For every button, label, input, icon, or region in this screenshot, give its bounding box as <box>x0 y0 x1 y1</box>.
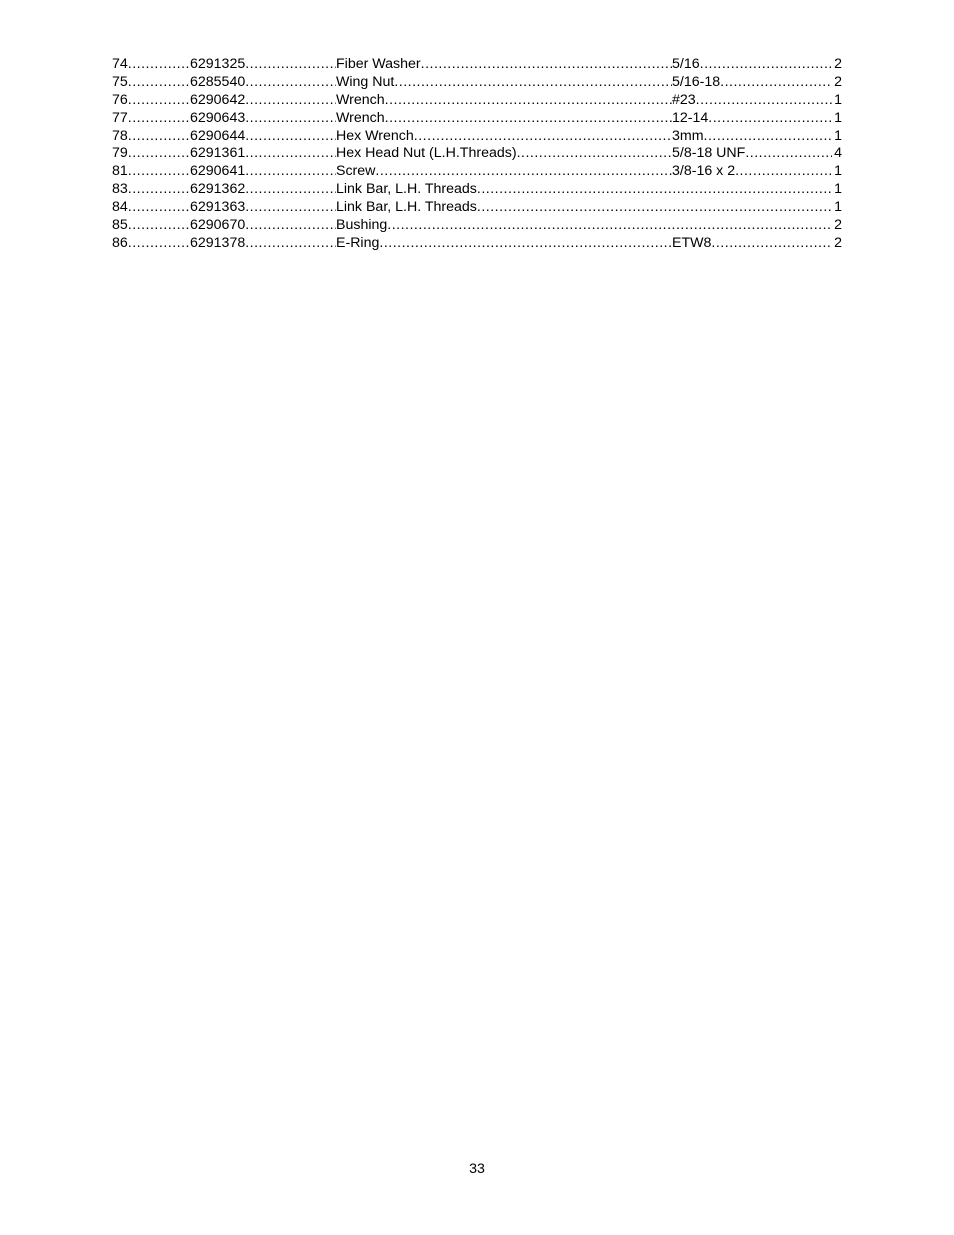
part-number: 6290642 <box>190 91 246 108</box>
dot-leader <box>720 74 832 92</box>
dot-leader <box>245 128 336 146</box>
part-size: 5/16 <box>672 56 700 72</box>
part-number-cell <box>190 128 336 146</box>
dot-leader <box>128 181 190 199</box>
part-size: #23 <box>672 91 696 108</box>
item-index-cell <box>112 128 190 146</box>
dot-leader <box>128 128 190 146</box>
item-index: 74 <box>112 56 128 72</box>
part-number: 6291361 <box>190 145 246 162</box>
item-index-cell <box>112 74 190 92</box>
part-quantity: 1 <box>834 181 842 198</box>
dot-leader <box>245 56 336 74</box>
part-number-cell <box>190 199 336 217</box>
item-index: 83 <box>112 181 128 198</box>
part-number: 6291362 <box>190 181 246 198</box>
description-cell <box>336 110 672 128</box>
dot-leader <box>128 110 190 128</box>
item-index: 77 <box>112 109 128 126</box>
parts-list-row <box>112 217 842 235</box>
dot-leader <box>128 145 190 163</box>
part-number: 6290644 <box>190 127 246 144</box>
part-number: 6291363 <box>190 199 246 216</box>
part-description: Wing Nut <box>336 73 395 90</box>
dot-leader <box>245 74 336 92</box>
part-quantity: 2 <box>834 234 842 251</box>
dot-leader <box>477 181 832 199</box>
dot-leader <box>477 199 832 217</box>
part-number: 6290670 <box>190 217 246 234</box>
dot-leader <box>128 217 190 235</box>
size-cell <box>672 74 832 92</box>
description-cell <box>336 92 672 110</box>
part-quantity: 1 <box>834 91 842 108</box>
dot-leader <box>735 163 832 181</box>
dot-leader <box>245 145 336 163</box>
size-cell <box>672 145 832 163</box>
item-index: 84 <box>112 199 128 216</box>
part-number-cell <box>190 217 336 235</box>
item-index-cell <box>112 181 190 199</box>
dot-leader <box>128 56 190 74</box>
dot-leader <box>245 181 336 199</box>
size-cell <box>672 128 832 146</box>
item-index-cell <box>112 145 190 163</box>
part-number-cell <box>190 235 336 253</box>
part-size: ETW8 <box>672 234 712 251</box>
description-cell <box>336 163 672 181</box>
dot-leader <box>375 163 672 181</box>
size-cell <box>672 163 832 181</box>
part-size: 5/8-18 UNF <box>672 145 746 162</box>
dot-leader <box>387 217 832 235</box>
part-description: Wrench <box>336 91 385 108</box>
parts-list-row <box>112 145 842 163</box>
parts-list-row <box>112 110 842 128</box>
part-description: Hex Head Nut (L.H.Threads) <box>336 145 517 162</box>
dot-leader <box>414 128 672 146</box>
item-index: 81 <box>112 163 128 180</box>
part-quantity: 2 <box>834 217 842 234</box>
part-number-cell <box>190 74 336 92</box>
part-number: 6291325 <box>190 56 246 72</box>
part-quantity: 2 <box>834 73 842 90</box>
parts-list-row <box>112 163 842 181</box>
part-description: Bushing <box>336 217 388 234</box>
part-quantity: 1 <box>834 199 842 216</box>
dot-leader <box>708 110 832 128</box>
part-description: Wrench <box>336 109 385 126</box>
dot-leader <box>385 110 672 128</box>
dot-leader <box>128 199 190 217</box>
size-cell <box>672 92 832 110</box>
size-cell <box>672 110 832 128</box>
dot-leader <box>394 74 672 92</box>
part-number: 6285540 <box>190 73 246 90</box>
description-cell <box>336 145 672 163</box>
part-quantity: 1 <box>834 109 842 126</box>
part-number-cell <box>190 110 336 128</box>
part-number-cell <box>190 145 336 163</box>
parts-list-row <box>112 199 842 217</box>
dot-leader <box>696 92 832 110</box>
item-index-cell <box>112 199 190 217</box>
item-index-cell <box>112 163 190 181</box>
item-index: 86 <box>112 234 128 251</box>
part-quantity: 1 <box>834 127 842 144</box>
page-number: 33 <box>469 1161 485 1177</box>
size-cell <box>672 56 832 74</box>
item-index-cell <box>112 56 190 74</box>
description-cell <box>336 56 672 74</box>
part-description: Hex Wrench <box>336 127 414 144</box>
dot-leader <box>128 74 190 92</box>
dot-leader <box>245 92 336 110</box>
dot-leader <box>700 56 832 74</box>
item-index: 79 <box>112 145 128 162</box>
part-description: Screw <box>336 163 376 180</box>
description-cell <box>336 235 672 253</box>
dot-leader <box>128 92 190 110</box>
part-number-cell <box>190 56 336 74</box>
parts-list-row <box>112 181 842 199</box>
dot-leader <box>711 235 832 253</box>
dot-leader <box>245 199 336 217</box>
description-cell <box>336 181 832 199</box>
part-quantity: 2 <box>834 56 842 72</box>
part-number-cell <box>190 181 336 199</box>
part-number-cell <box>190 92 336 110</box>
parts-list-row <box>112 92 842 110</box>
item-index: 85 <box>112 217 128 234</box>
part-description: Link Bar, L.H. Threads <box>336 181 477 198</box>
parts-list-row <box>112 235 842 253</box>
dot-leader <box>245 217 336 235</box>
dot-leader <box>245 110 336 128</box>
item-index-cell <box>112 235 190 253</box>
part-size: 5/16-18 <box>672 73 721 90</box>
dot-leader <box>245 163 336 181</box>
dot-leader <box>385 92 672 110</box>
part-size: 3mm <box>672 127 704 144</box>
dot-leader <box>421 56 672 74</box>
dot-leader <box>517 145 672 163</box>
item-index: 76 <box>112 91 128 108</box>
part-quantity: 1 <box>834 163 842 180</box>
part-size: 12-14 <box>672 109 709 126</box>
description-cell <box>336 128 672 146</box>
description-cell <box>336 217 832 235</box>
parts-list-row <box>112 74 842 92</box>
dot-leader <box>128 163 190 181</box>
part-description: Link Bar, L.H. Threads <box>336 199 477 216</box>
part-quantity: 4 <box>834 145 842 162</box>
parts-list-row <box>112 56 842 74</box>
part-size: 3/8-16 x 2 <box>672 163 736 180</box>
dot-leader <box>245 235 336 253</box>
dot-leader <box>745 145 832 163</box>
dot-leader <box>704 128 832 146</box>
part-number: 6290643 <box>190 109 246 126</box>
part-description: E-Ring <box>336 234 380 251</box>
part-description: Fiber Washer <box>336 56 421 72</box>
dot-leader <box>128 235 190 253</box>
parts-list <box>112 56 842 253</box>
description-cell <box>336 74 672 92</box>
item-index-cell <box>112 217 190 235</box>
parts-list-row <box>112 128 842 146</box>
dot-leader <box>379 235 672 253</box>
item-index-cell <box>112 92 190 110</box>
item-index: 78 <box>112 127 128 144</box>
item-index-cell <box>112 110 190 128</box>
item-index: 75 <box>112 73 128 90</box>
description-cell <box>336 199 832 217</box>
part-number: 6290641 <box>190 163 246 180</box>
part-number: 6291378 <box>190 234 246 251</box>
size-cell <box>672 235 832 253</box>
part-number-cell <box>190 163 336 181</box>
